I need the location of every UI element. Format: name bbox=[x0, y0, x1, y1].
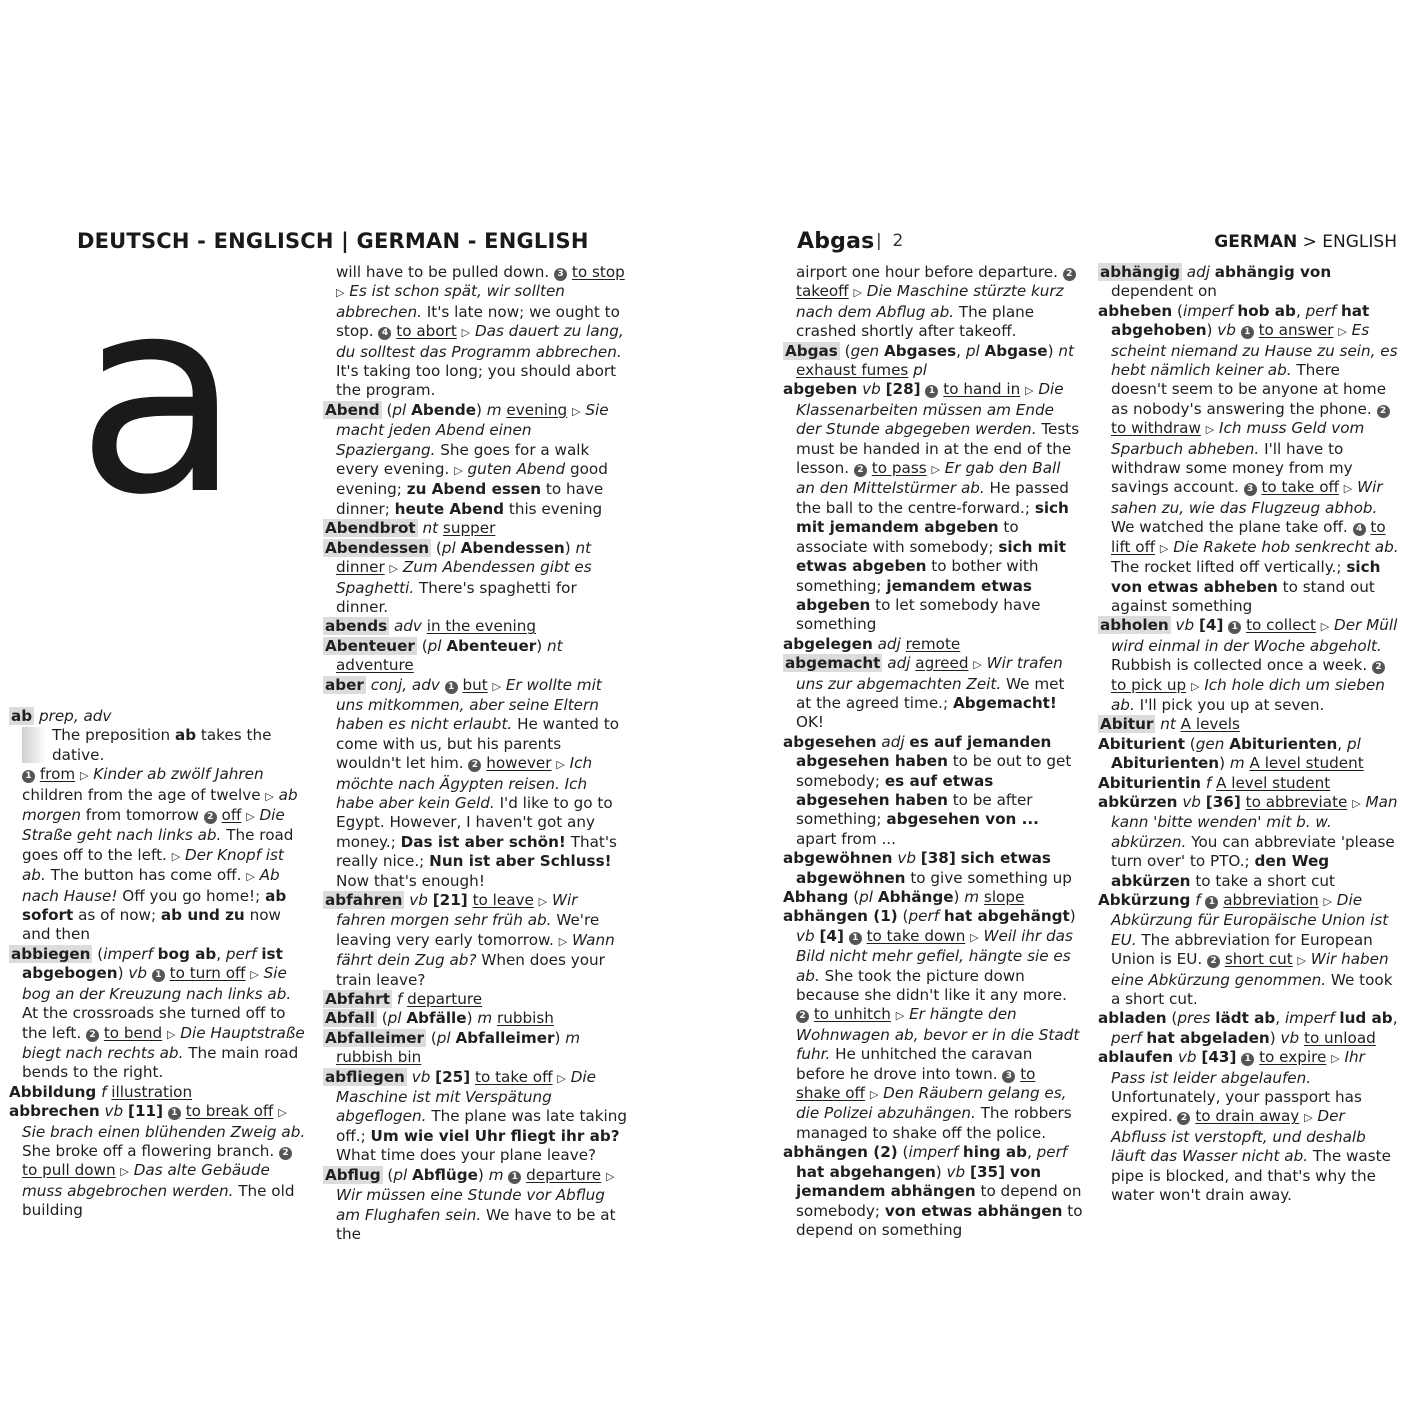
entry-ab: ab prep, adv bbox=[11, 707, 112, 725]
entry-abgewoehnen: abgewöhnen vb [38] sich etwas abgewöhnen to give something up bbox=[783, 849, 1072, 887]
entry-abladen: abladen (pres lädt ab, imperf lud ab, perf hat abgeladen) vb to unload bbox=[1098, 1009, 1398, 1047]
entry-abitur: Abitur nt A levels bbox=[1100, 715, 1240, 734]
entry-abflug: Abflug (pl Abflüge) m 1 departure ▷ Wir müssen eine Stunde vor Abflug am Flughafen sein. We have to be at the bbox=[325, 1165, 616, 1243]
section-letter: a bbox=[76, 239, 242, 554]
entry-abheben: abheben (imperf hob ab, perf hat abgehoben) vb 1 to answer ▷ Es scheint niemand zu Hause zu sein, es hebt nämlich keiner ab. There doesn't seem to be anyone at home as nobody's answering the phone. 2 to withdraw ▷ Ich muss Geld vom Sparbuch abheben. I'll have to withdraw some money from my savings account. 3 to take off ▷ Wir sahen zu, wie das Flugzeug abhob. We watched the plane take off. 4 to lift off ▷ Die Rakete hob senkrecht ab. The rocket lifted off vertically.; sich von etwas abheben to stand out against something bbox=[1098, 301, 1399, 615]
entry-abbrechen: abbrechen vb [11] 1 to break off ▷ Sie brach einen blühenden Zweig ab. She broke off a flowering branch. 2 to pull down ▷ Das alte Gebäude muss abgebrochen werden. The old building bbox=[9, 1102, 306, 1220]
entry-abendbrot: Abendbrot nt supper bbox=[325, 519, 496, 538]
page-header-left: DEUTSCH - ENGLISCH | GERMAN - ENGLISH bbox=[77, 229, 589, 253]
entry-abgeben: abgeben vb [28] 1 to hand in ▷ Die Klassenarbeiten müssen am Ende der Stunde abgegeben werden. Tests must be handed in at the end of the lesson. 2 to pass ▷ Er gab den Ball an den Mittelstürmer ab. He passed the ball to the centre-forward.; sich mit jemandem abgeben to associate with somebody; sich mit etwas abgeben to bother with something; jemandem etwas abgeben to let somebody have something bbox=[783, 380, 1080, 634]
entry-abhaengen-2: abhängen (2) (imperf hing ab, perf hat abgehangen) vb [35] von jemandem abhängen to depend on somebody; von etwas abhängen to depend on something bbox=[783, 1143, 1083, 1239]
entry-abkuerzung: Abkürzung f 1 abbreviation ▷ Die Abkürzung für Europäische Union ist EU. The abbreviation for European Union is EU. 2 short cut ▷ Wir haben eine Abkürzung genommen. We took a short cut. bbox=[1098, 891, 1393, 1009]
entry-abgelegen: abgelegen adj remote bbox=[783, 634, 961, 653]
entry-abgemacht: abgemacht adj agreed ▷ Wir trafen uns zur abgemachten Zeit. We met at the agreed time.; Abgemacht! OK! bbox=[785, 654, 1065, 732]
entry-abenteuer: Abenteuer (pl Abenteuer) nt adventure bbox=[325, 636, 563, 675]
entry-aber: aber conj, adv 1 but ▷ Er wollte mit uns mitkommen, aber seine Eltern haben es nicht erlaubt. He wanted to come with us, but his parents wouldn't let him. 2 however ▷ Ich möchte nach Ägypten reisen. Ich habe aber kein Geld. I'd like to go to Egypt. However, I haven't got any money.; Das ist aber schön! That's really nice.; Nun ist aber Schluss! Now that's enough! bbox=[325, 675, 620, 890]
dictionary-column-1 bbox=[9, 707, 311, 1221]
entry-abfliegen: abfliegen vb [25] to take off ▷ Die Maschine ist mit Verspätung abgeflogen. The plane was late taking off.; Um wie viel Uhr fliegt ihr ab? What time does your plane leave? bbox=[325, 1067, 628, 1165]
entry-abends: abends adv in the evening bbox=[325, 617, 536, 636]
entry-abkuerzen: abkürzen vb [36] to abbreviate ▷ Man kann 'bitte wenden' mit b. w. abkürzen. You can abbreviate 'please turn over' to PTO.; den Weg abkürzen to take a short cut bbox=[1098, 792, 1398, 890]
entry-abfall: Abfall (pl Abfälle) m rubbish bbox=[325, 1009, 554, 1028]
entry-abgesehen: abgesehen adj es auf jemanden abgesehen haben to be out to get somebody; es auf etwas abgesehen haben to be after something; abgesehen von ... apart from ... bbox=[783, 732, 1072, 848]
entry-abfalleimer: Abfalleimer (pl Abfalleimer) m rubbish bin bbox=[325, 1028, 581, 1067]
page-header-language-pair: GERMAN > ENGLISH bbox=[1214, 232, 1397, 252]
entry-abendessen: Abendessen (pl Abendessen) nt dinner ▷ Zum Abendessen gibt es Spaghetti. There's spaghetti for dinner. bbox=[325, 538, 592, 616]
entry-abfahrt: Abfahrt f departure bbox=[325, 990, 483, 1009]
entry-abhang: Abhang (pl Abhänge) m slope bbox=[783, 888, 1025, 906]
entry-abhaengig: abhängig adj abhängig von dependent on bbox=[1100, 263, 1332, 301]
entry-abbiegen: abbiegen (imperf bog ab, perf ist abgebogen) vb 1 to turn off ▷ Sie bog an der Kreuzung nach links ab. At the crossroads she turned off to the left. 2 to bend ▷ Die Hauptstraße biegt nach rechts ab. The main road bends to the right. bbox=[11, 944, 305, 1082]
entry-ablaufen: ablaufen vb [43] 1 to expire ▷ Ihr Pass ist leider abgelaufen. Unfortunately, your passport has expired. 2 to drain away ▷ Der Abfluss ist verstopft, und deshalb läuft das Wasser nicht ab. The waste pipe is blocked, and that's why the water won't drain away. bbox=[1098, 1048, 1391, 1205]
entry-abiturient: Abiturient (gen Abiturienten, pl Abiturienten) m A level student bbox=[1098, 734, 1364, 773]
entry-abbrechen-cont: will have to be pulled down. 3 to stop ▷ Es ist schon spät, wir sollten abbrechen. It's late now; we ought to stop. 4 to abort ▷ Das dauert zu lang, du solltest das Programm abbrechen. It's taking too long; you should abort the program. bbox=[336, 263, 625, 400]
usage-note: The preposition ab takes the dative. bbox=[22, 726, 311, 765]
entry-abholen: abholen vb [4] 1 to collect ▷ Der Müll wird einmal in der Woche abgeholt. Rubbish is collected once a week. 2 to pick up ▷ Ich hole dich um sieben ab. I'll pick you up at seven. bbox=[1100, 616, 1398, 714]
entry-ab-senses: 1 from ▷ Kinder ab zwölf Jahren children from the age of twelve ▷ ab morgen from tomorrow 2 off ▷ Die Straße geht nach links ab. The road goes off to the left. ▷ Der Knopf ist ab. The button has come off. ▷ Ab nach Hause! Off you go home!; ab sofort as of now; ab und zu now and then bbox=[22, 765, 298, 944]
page-header-guide-word: Abgas bbox=[797, 229, 875, 254]
page-header-page-number: | 2 bbox=[876, 231, 904, 251]
dictionary-column-3 bbox=[783, 263, 1083, 1240]
entry-abiturientin: Abiturientin f A level student bbox=[1098, 773, 1331, 792]
entry-abflug-cont: airport one hour before departure. 2 takeoff ▷ Die Maschine stürzte kurz nach dem Abflug ab. The plane crashed shortly after takeoff. bbox=[783, 263, 1083, 342]
dictionary-column-4 bbox=[1098, 263, 1400, 1206]
entry-abbildung: Abbildung f illustration bbox=[9, 1082, 193, 1101]
entry-abgas: Abgas (gen Abgases, pl Abgase) nt exhaust fumes pl bbox=[785, 341, 1074, 380]
entry-abhaengen-1: abhängen (1) (perf hat abgehängt) vb [4] 1 to take down ▷ Weil ihr das Bild nicht mehr gefiel, hängte sie es ab. She took the picture down because she didn't like it any more. 2 to unhitch ▷ Er hängte den Wohnwagen ab, bevor er in die Stadt fuhr. He unhitched the caravan before he drove into town. 3 to shake off ▷ Den Räubern gelang es, die Polizei abzuhängen. The robbers managed to shake off the police. bbox=[783, 907, 1080, 1142]
dictionary-column-2 bbox=[323, 263, 627, 1244]
entry-abfahren: abfahren vb [21] to leave ▷ Wir fahren morgen sehr früh ab. We're leaving very early tomorrow. ▷ Wann fährt dein Zug ab? When does your train leave? bbox=[325, 891, 615, 989]
entry-abend: Abend (pl Abende) m evening ▷ Sie macht jeden Abend einen Spaziergang. She goes for a walk every evening. ▷ guten Abend good evening; zu Abend essen to have dinner; heute Abend this evening bbox=[325, 400, 609, 518]
